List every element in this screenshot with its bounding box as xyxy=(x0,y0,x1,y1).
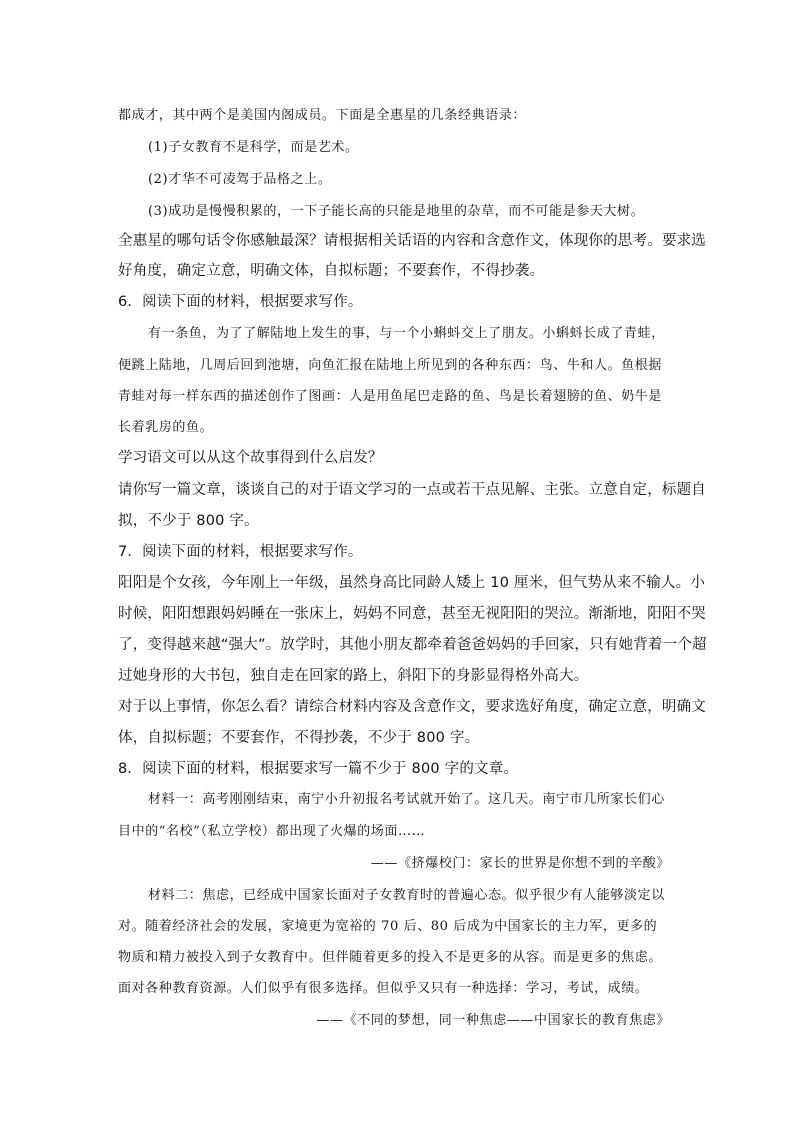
text-line: 全惠星的哪句话令你感触最深？请根据相关话语的内容和含意作文，体现你的思考。要求选 xyxy=(118,233,706,249)
text-line: 青蛙对每一样东西的描述创作了图画：人是用鱼尾巴走路的鱼、鸟是长着翅膀的鱼、奶牛是 xyxy=(118,389,663,404)
material-2-line: 材料二：焦虑，已经成中国家长面对子女教育时的普遍心态。似乎很少有人能够淡定以 xyxy=(148,888,665,903)
material-2-line: 面对各种教育资源。人们似乎有很多选择。但似乎又只有一种选择：学习，考试，成绩。 xyxy=(118,981,649,996)
text-line: 长着乳房的鱼。 xyxy=(118,420,214,435)
text-line: 便跳上陆地，几周后回到池塘，向鱼汇报在陆地上所见到的各种东西：鸟、牛和人。鱼根据 xyxy=(118,358,663,373)
text-line: 拟，不少于 800 字。 xyxy=(118,513,259,529)
text-line: 学习语文可以从这个故事得到什么启发？ xyxy=(118,450,383,466)
material-2-line: 物质和精力被投入到子女教育中。但伴随着更多的投入不是更多的从容。而是更多的焦虑。 xyxy=(118,950,663,965)
text-line: 阳阳是个女孩，今年刚上一年级，虽然身高比同龄人矮上 10 厘米，但气势从来不输人。小 xyxy=(118,575,706,591)
quote-item-1: (1)子女教育不是科学，而是艺术。 xyxy=(148,140,359,155)
question-heading-6: 6．阅读下面的材料，根据要求写作。 xyxy=(118,294,363,310)
text-line: 了，变得越来越“强大”。放学时，其他小朋友都牵着爸爸妈妈的手回家，只有她背着一个超 xyxy=(118,637,707,653)
text-line: 时候，阳阳想跟妈妈睡在一张床上，妈妈不同意，甚至无视阳阳的哭泣。渐渐地，阳阳不哭 xyxy=(118,606,706,622)
text-line: 有一条鱼，为了了解陆地上发生的事，与一个小蝌蚪交上了朋友。小蝌蚪长成了青蛙， xyxy=(148,326,665,341)
quote-item-2: (2)才华不可凌驾于品格之上。 xyxy=(148,172,332,187)
source-citation-2: ——《不同的梦想，同一种焦虑——中国家长的教育焦虑》 xyxy=(316,1013,670,1028)
material-2-line: 对。随着经济社会的发展，家境更为宽裕的 70 后、80 后成为中国家长的主力军，更多的 xyxy=(118,919,658,934)
question-heading-8: 8．阅读下面的材料，根据要求写一篇不少于 800 字的文章。 xyxy=(118,761,519,777)
text-line: 请你写一篇文章，谈谈自己的对于语文学习的一点或若干点见解、主张。立意自定，标题自 xyxy=(118,482,706,498)
material-1-line: 目中的“名校”（私立学校）都出现了火爆的场面…… xyxy=(118,824,426,839)
text-line: 好角度，确定立意，明确文体，自拟标题；不要套作，不得抄袭。 xyxy=(118,263,545,279)
text-line: 对于以上事情，你怎么看？请综合材料内容及含意作文，要求选好角度，确定立意，明确文 xyxy=(118,699,706,715)
text-line: 体，自拟标题；不要套作，不得抄袭，不少于 800 字。 xyxy=(118,730,480,746)
material-1-line: 材料一：高考刚刚结束，南宁小升初报名考试就开始了。这几天。南宁市几所家长们心 xyxy=(148,792,665,807)
text-line: 过她身形的大书包，独自走在回家的路上，斜阳下的身影显得格外高大。 xyxy=(118,668,589,684)
question-heading-7: 7．阅读下面的材料，根据要求写作。 xyxy=(118,544,363,560)
source-citation-1: ——《挤爆校门：家长的世界是你想不到的辛酸》 xyxy=(370,856,670,871)
quote-item-3: (3)成功是慢慢积累的，一下子能长高的只能是地里的杂草，而不可能是参天大树。 xyxy=(148,204,645,219)
text-line: 都成才，其中两个是美国内阁成员。下面是全惠星的几条经典语录： xyxy=(118,108,527,123)
